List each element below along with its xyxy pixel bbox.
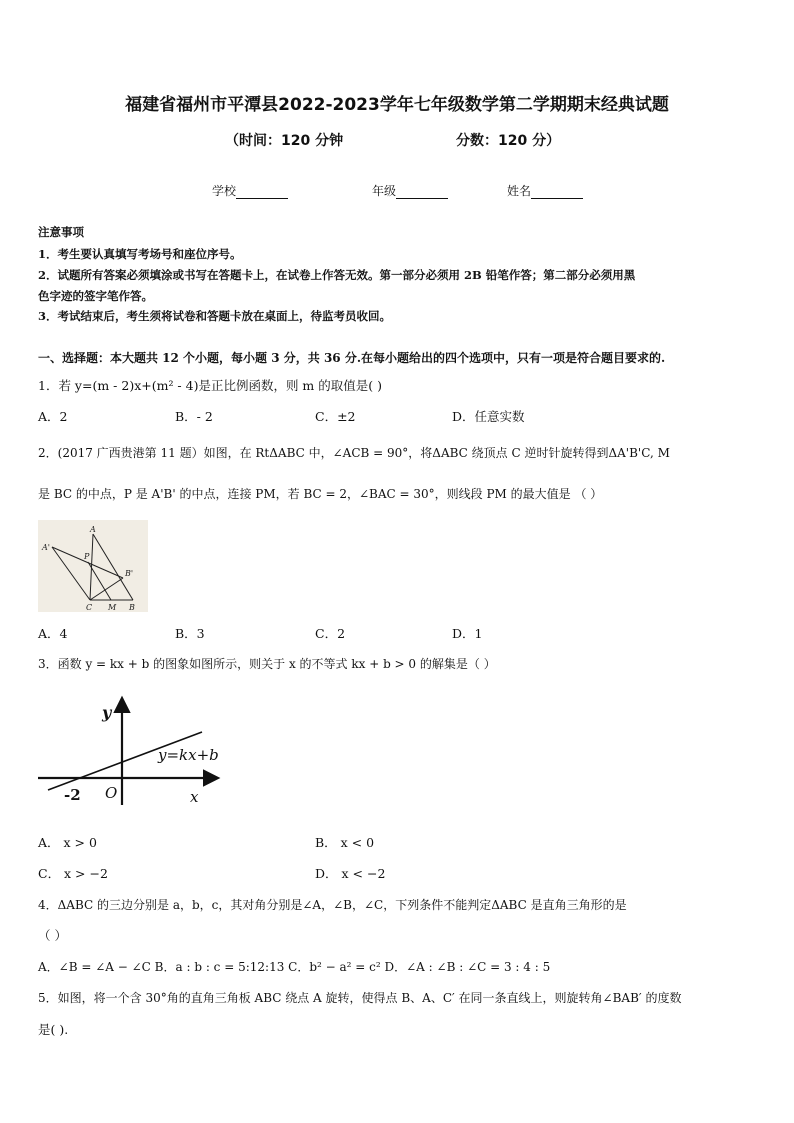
q4-stem-1: 4．ΔABC 的三边分别是 a，b，c，其对角分别是∠A，∠B，∠C，下列条件不能判定ΔABC 是直角三角形的是 <box>38 898 627 912</box>
q3-option-b: B． x < 0 <box>315 835 375 850</box>
fig-label-b-prime: B' <box>125 569 134 578</box>
q4-options: A．∠B = ∠A − ∠C B．a : b : c = 5:12:13 C．b² − a² = c² D．∠A : ∠B : ∠C = 3 : 4 : 5 <box>38 960 551 974</box>
q2-stem-1: 2．(2017 广西贵港第 11 题）如图，在 RtΔABC 中，∠ACB = 90°，将ΔABC 绕顶点 C 逆时针旋转得到ΔA'B'C, M <box>38 446 670 460</box>
q2-option-b: B．3 <box>175 626 205 641</box>
grade-label: 年级 <box>372 184 397 198</box>
q3-figure <box>34 690 234 810</box>
school-label: 学校 <box>212 184 237 198</box>
q5-stem-2: 是( ). <box>38 1022 69 1037</box>
q3-label-neg2: -2 <box>64 786 81 804</box>
q1-option-b: B．- 2 <box>175 409 213 424</box>
q4-stem-2: （ ） <box>38 928 67 943</box>
time-label: （时间：120 分钟 <box>225 133 344 149</box>
note-line: 2．试题所有答案必须填涂或书写在答题卡上，在试卷上作答无效。第一部分必须用 2B 铅笔作答；第二部分必须用黑 <box>38 268 636 282</box>
note-line: 1．考生要认真填写考场号和座位序号。 <box>38 247 242 261</box>
fig-label-p: P <box>84 552 90 561</box>
fig-label-c: C <box>86 603 93 612</box>
school-field <box>212 182 288 199</box>
q2-option-d: D．1 <box>452 626 483 641</box>
score-label: 分数：120 分） <box>456 133 561 149</box>
section-heading: 一、选择题：本大题共 12 个小题，每小题 3 分，共 36 分.在每小题给出的四个选项中，只有一项是符合题目要求的. <box>38 351 666 365</box>
q2-stem-2: 是 BC 的中点，P 是 A'B' 的中点，连接 PM，若 BC = 2，∠BAC = 30°，则线段 PM 的最大值是 （ ） <box>38 487 603 501</box>
fig-label-b: B <box>129 603 135 612</box>
q3-label-x: x <box>190 788 199 806</box>
fig-label-a: A <box>90 525 96 534</box>
q3-option-a: A． x > 0 <box>38 835 97 850</box>
q2-figure <box>38 520 148 612</box>
q3-stem: 3．函数 y = kx + b 的图象如图所示，则关于 x 的不等式 kx + b > 0 的解集是（ ） <box>38 657 496 671</box>
note-line: 色字迹的签字笔作答。 <box>38 289 153 303</box>
q3-line-label: y=kx+b <box>158 746 219 764</box>
exam-title: 福建省福州市平潭县2022-2023学年七年级数学第二学期期末经典试题 <box>125 95 669 115</box>
q2-option-a: A．4 <box>38 626 68 641</box>
q3-option-c: C． x > −2 <box>38 866 108 881</box>
grade-field <box>372 182 448 199</box>
q2-option-c: C．2 <box>315 626 346 641</box>
q3-label-origin: O <box>105 784 118 802</box>
q5-stem-1: 5．如图，将一个含 30°角的直角三角板 ABC 绕点 A 旋转，使得点 B、A、C′ 在同一条直线上，则旋转角∠BAB′ 的度数 <box>38 991 682 1005</box>
q1-stem: 1．若 y=(m - 2)x+(m² - 4)是正比例函数，则 m 的取值是( ) <box>38 378 382 393</box>
name-field <box>507 182 583 199</box>
q3-option-d: D． x < −2 <box>315 866 386 881</box>
fig-label-m: M <box>108 603 117 612</box>
fig-label-a-prime: A' <box>42 543 50 552</box>
notes-heading: 注意事项 <box>38 225 84 239</box>
q1-option-d: D．任意实数 <box>452 409 525 424</box>
name-label: 姓名 <box>507 184 532 198</box>
q1-option-c: C．±2 <box>315 409 356 424</box>
q3-label-y: y <box>102 703 112 722</box>
q1-option-a: A．2 <box>38 409 68 424</box>
note-line: 3．考试结束后，考生须将试卷和答题卡放在桌面上，待监考员收回。 <box>38 309 391 323</box>
